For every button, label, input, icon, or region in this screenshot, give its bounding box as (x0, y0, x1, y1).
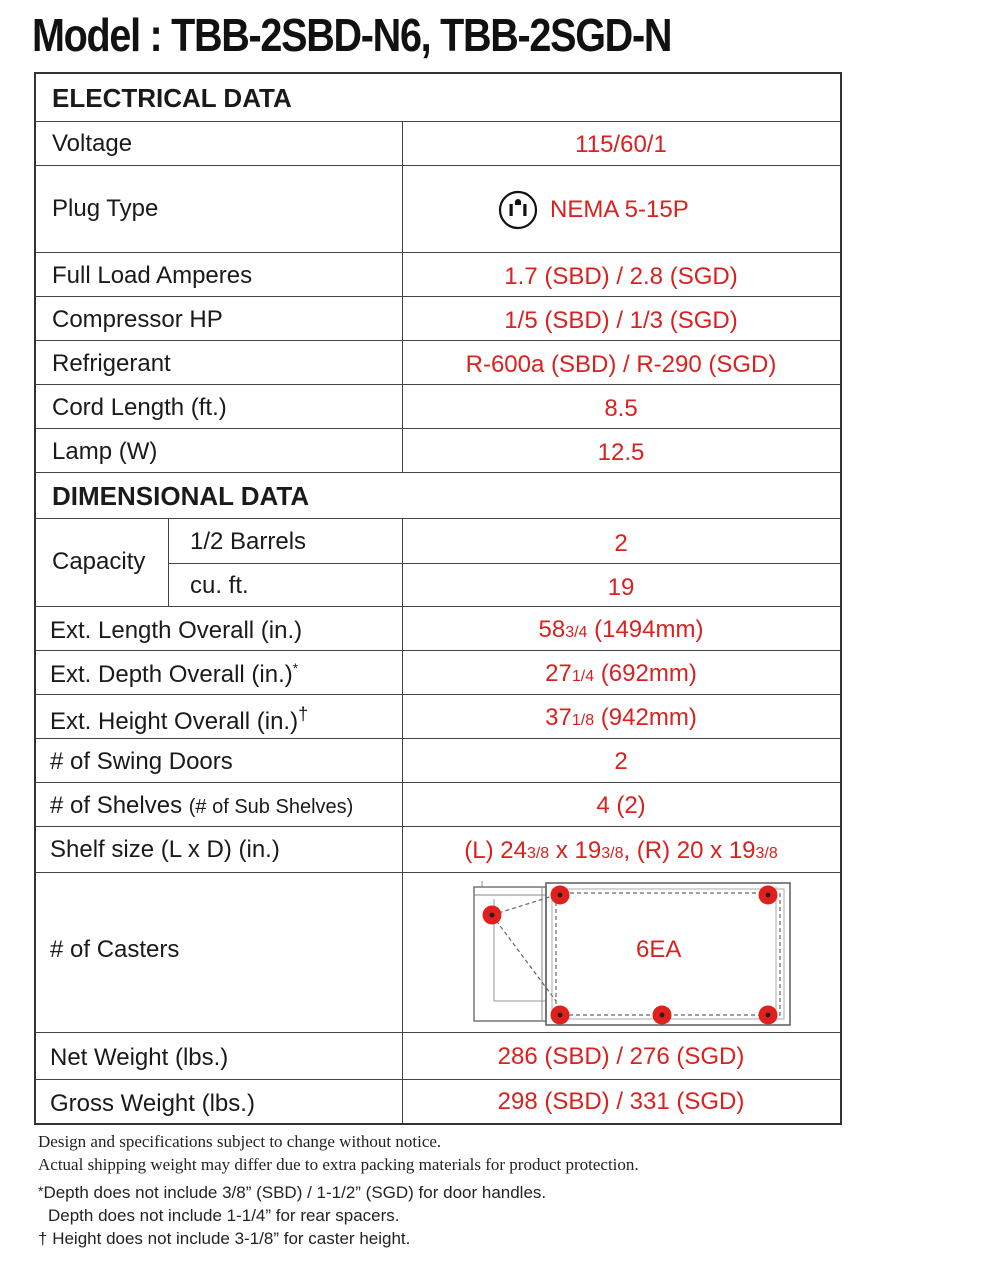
footnote: Actual shipping weight may differ due to extra packing materials for product protection. (38, 1155, 639, 1174)
nema-plug-icon (498, 190, 538, 235)
section-electrical (36, 74, 840, 121)
table-row (36, 121, 840, 165)
row-value: NEMA 5-15P (550, 196, 689, 223)
caster-diagram (472, 881, 792, 1032)
row-label: Ext. Length Overall (in.) (50, 617, 303, 644)
table-row (36, 1032, 840, 1079)
row-value: 8.5 (604, 395, 638, 422)
spec-table (34, 72, 842, 1125)
row-label: Net Weight (lbs.) (50, 1044, 229, 1071)
row-label: # of Shelves (# of Sub Shelves) (50, 792, 354, 819)
row-value: 298 (SBD) / 331 (SGD) (497, 1088, 745, 1115)
row-label: Compressor HP (52, 306, 223, 333)
table-row (36, 296, 840, 340)
row-label: # of Casters (50, 936, 180, 963)
row-label: Cord Length (ft.) (52, 394, 227, 421)
row-label: Refrigerant (52, 350, 171, 377)
row-label: Lamp (W) (52, 438, 158, 465)
section-heading: ELECTRICAL DATA (52, 83, 292, 113)
table-row (36, 165, 840, 252)
row-value: 12.5 (597, 439, 645, 466)
table-row (36, 428, 840, 472)
row-value: 583/4 (1494mm) (538, 616, 704, 643)
row-value: (L) 243/8 x 193/8, (R) 20 x 193/8 (464, 837, 778, 864)
capacity-barrels-label: 1/2 Barrels (190, 528, 307, 555)
row-value: 4 (2) (596, 792, 646, 819)
capacity-cuft-label: cu. ft. (190, 572, 249, 599)
capacity-barrels-value: 2 (614, 530, 628, 557)
table-row (36, 738, 840, 782)
footnote: Depth does not include 1-1/4” for rear spacers. (48, 1206, 400, 1225)
row-value: 286 (SBD) / 276 (SGD) (497, 1043, 745, 1070)
table-row (36, 1079, 840, 1123)
table-row (36, 384, 840, 428)
table-row (36, 340, 840, 384)
row-label: Ext. Height Overall (in.)† (50, 704, 309, 735)
row-label: Shelf size (L x D) (in.) (50, 836, 280, 863)
table-row (36, 694, 840, 738)
row-value: 2 (614, 748, 628, 775)
capacity-cuft-value: 19 (607, 574, 635, 601)
table-row (36, 782, 840, 826)
footnotes (38, 1130, 938, 1250)
footnote: *Depth does not include 3/8” (SBD) / 1-1/2” (SGD) for door handles. (38, 1183, 547, 1202)
row-value: 115/60/1 (575, 131, 667, 158)
column-divider (402, 166, 403, 252)
row-value: R-600a (SBD) / R-290 (SGD) (465, 351, 777, 378)
row-value: 1.7 (SBD) / 2.8 (SGD) (504, 263, 738, 290)
section-dimensional (36, 472, 840, 518)
row-label: Plug Type (52, 195, 159, 222)
row-label: Capacity (52, 548, 146, 575)
table-row (36, 872, 840, 1032)
table-row (36, 606, 840, 650)
page-title: Model : TBB-2SBD-N6, TBB-2SGD-N (32, 9, 672, 61)
footnote: Design and specifications subject to change without notice. (38, 1132, 442, 1151)
row-value: 271/4 (692mm) (545, 660, 697, 687)
column-divider (402, 873, 403, 1032)
row-value: 6EA (636, 936, 682, 963)
row-label: Full Load Amperes (52, 262, 253, 289)
table-row (36, 252, 840, 296)
section-heading: DIMENSIONAL DATA (52, 481, 310, 511)
row-label: Voltage (52, 130, 133, 157)
capacity-block (36, 518, 840, 606)
row-label: Ext. Depth Overall (in.)* (50, 660, 299, 688)
row-value: 1/5 (SBD) / 1/3 (SGD) (504, 307, 738, 334)
table-row (36, 826, 840, 872)
row-label: # of Swing Doors (50, 748, 233, 775)
row-value: 371/8 (942mm) (545, 704, 697, 731)
row-label: Gross Weight (lbs.) (50, 1090, 255, 1117)
capacity-subrow-divider (168, 563, 840, 564)
table-row (36, 650, 840, 694)
footnote: † Height does not include 3-1/8” for caster height. (38, 1229, 411, 1248)
